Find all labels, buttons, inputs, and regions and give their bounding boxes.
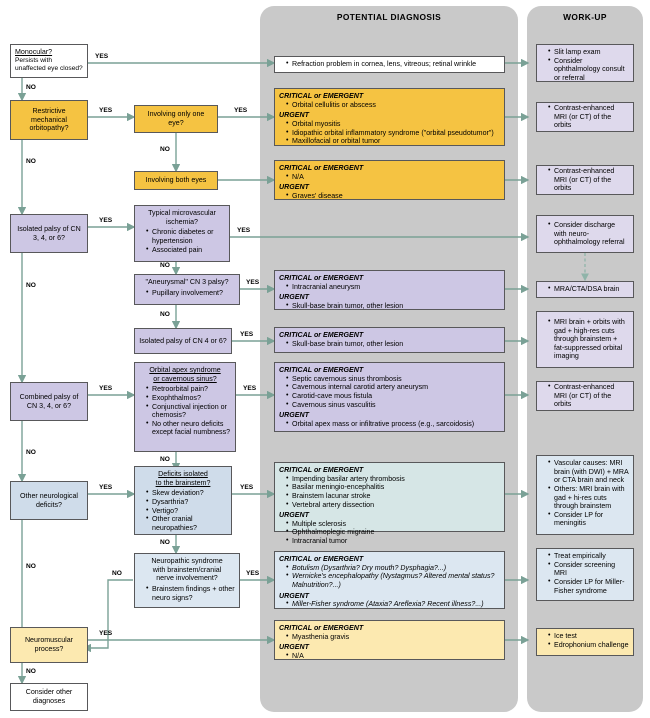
diagnosis-myasthenia: CRITICAL or EMERGENT • Myasthenia gravis URGENT • N/A — [274, 620, 505, 660]
label-yes-microvascular: YES — [237, 227, 251, 234]
workup-orbits-mri-2: • Contrast-enhanced MRI (or CT) of the orbits — [536, 165, 634, 195]
workup-mri-brain-orbits: • MRI brain + orbits with gad + high-res cuts through brainstem + fat-suppressed orbital imaging — [536, 311, 634, 368]
question-neuromuscular-process[interactable]: Neuromuscular process? — [10, 627, 88, 663]
workup-ice-test: • Ice test • Edrophonium challenge — [536, 628, 634, 656]
label-yes-neuropathic: YES — [246, 570, 260, 577]
diagnosis-orbital-one-eye: CRITICAL or EMERGENT • Orbital cellulitis or abscess URGENT • Orbital myositis • Idiopathic orbital inflammatory syndrome ("orbital pseudotumor") • Maxillofacial or orbital tumor — [274, 88, 505, 146]
label-yes-orbital-apex: YES — [243, 385, 257, 392]
neuropathic-items: • Brainstem findings + other neuro signs? — [139, 585, 235, 602]
workup-vascular: • Vascular causes: MRI brain (with DWI) + MRA or CTA brain and neck • Others: MRI brain with gad + hi-res cuts through brainstem • Consider LP for meningitis — [536, 455, 634, 535]
label-yes-brainstem: YES — [240, 484, 254, 491]
label-yes-neuromuscular: YES — [99, 630, 113, 637]
workup-treat-empirically: • Treat empirically • Consider screening MRI • Consider LP for Miller-Fisher syndrome — [536, 548, 634, 601]
question-aneurysmal-cn3[interactable]: "Aneurysmal" CN 3 palsy? • Pupillary involvement? — [134, 274, 240, 305]
label-no-isolated346: NO — [26, 282, 36, 289]
question-microvascular-ischemia[interactable]: Typical microvascular ischemia? • Chronic diabetes or hypertension • Associated pain — [134, 205, 230, 262]
label-yes-isolated346: YES — [99, 217, 113, 224]
label-no-orbital-apex: NO — [160, 456, 170, 463]
workup-title: WORK-UP — [563, 12, 607, 22]
diagnosis-refraction: • Refraction problem in cornea, lens, vitreous; retinal wrinkle — [274, 56, 505, 73]
label-no-other-neuro: NO — [26, 563, 36, 570]
label-yes-one-eye: YES — [234, 107, 248, 114]
question-restrictive-orbitopathy[interactable]: Restrictive mechanical orbitopathy? — [10, 100, 88, 140]
label-yes-other-neuro: YES — [99, 484, 113, 491]
diagnosis-isolated46: CRITICAL or EMERGENT • Skull-base brain tumor, other lesion — [274, 327, 505, 353]
question-involving-both-eyes[interactable]: Involving both eyes — [134, 171, 218, 190]
orbital-apex-items: • Retroorbital pain? • Exophthalmos? • Conjunctival injection or chemosis? • No other neuro deficits except facial numbness? — [139, 385, 231, 437]
microvascular-items: • Chronic diabetes or hypertension • Associated pain — [139, 228, 225, 254]
label-no-combined: NO — [26, 449, 36, 456]
question-monocular[interactable]: Monocular? Persists with unaffected eye closed? — [10, 44, 88, 78]
question-deficits-isolated-brainstem[interactable]: Deficits isolated to the brainstem? • Skew deviation? • Dysarthria? • Vertigo? • Other cranial neuropathies? — [134, 466, 232, 535]
workup-consider-discharge: • Consider discharge with neuro-ophthalmology referral — [536, 215, 634, 253]
label-no-brainstem: NO — [160, 539, 170, 546]
question-orbital-apex-cavernous[interactable]: Orbital apex syndrome or cavernous sinus? • Retroorbital pain? • Exophthalmos? • Conjunctival injection or chemosis? • No other neuro deficits except facial numbness? — [134, 362, 236, 452]
diagnosis-orbital-both-eyes: CRITICAL or EMERGENT • N/A URGENT • Graves' disease — [274, 160, 505, 200]
label-no-neuromuscular: NO — [26, 668, 36, 675]
question-consider-other-diagnoses[interactable]: Consider other diagnoses — [10, 683, 88, 711]
diagnosis-brainstem: CRITICAL or EMERGENT • Impending basilar artery thrombosis • Basilar meningio-encephalitis • Brainstem lacunar stroke • Vertebral artery dissection URGENT • Multiple sclerosis • Ophthalmoplegic migraine • Intracranial tumor — [274, 462, 505, 532]
label-no-restrictive: NO — [26, 158, 36, 165]
brainstem-items: • Skew deviation? • Dysarthria? • Vertigo? • Other cranial neuropathies? — [139, 489, 227, 532]
aneurysmal-items: • Pupillary involvement? — [139, 289, 235, 298]
question-neuropathic-syndrome[interactable]: Neuropathic syndrome with brainstem/cranial nerve involvement? • Brainstem findings + other neuro signs? — [134, 553, 240, 608]
workup-contrast-mri-3: • Contrast-enhanced MRI (or CT) of the orbits — [536, 381, 634, 411]
question-involving-one-eye[interactable]: Involving only one eye? — [134, 105, 218, 133]
workup-slit-lamp: • Slit lamp exam • Consider ophthalmology consult or referral — [536, 44, 634, 82]
label-yes-monocular: YES — [95, 53, 109, 60]
label-yes-combined: YES — [99, 385, 113, 392]
label-no-aneurysmal: NO — [160, 311, 170, 318]
label-yes-isolated46: YES — [240, 331, 254, 338]
label-yes-restrictive: YES — [99, 107, 113, 114]
label-yes-aneurysmal: YES — [246, 279, 260, 286]
diagnosis-aneurysm: CRITICAL or EMERGENT • Intracranial aneurysm URGENT • Skull-base brain tumor, other lesion — [274, 270, 505, 310]
diagnosis-cavernous-sinus: CRITICAL or EMERGENT • Septic cavernous sinus thrombosis • Cavernous internal carotid artery aneurysm • Carotid-cave mous fistula • Cavernous sinus vasculitis URGENT • Orbital apex mass or infiltrative process (e.g., sarcoidosis) — [274, 362, 505, 432]
label-no-microvascular: NO — [160, 262, 170, 269]
label-no-monocular: NO — [26, 84, 36, 91]
question-other-neurological-deficits[interactable]: Other neurological deficits? — [10, 481, 88, 520]
label-no-one-eye: NO — [160, 146, 170, 153]
potential-diagnosis-title: POTENTIAL DIAGNOSIS — [336, 12, 442, 22]
label-no-neuropathic: NO — [112, 570, 122, 577]
workup-orbits-mri-1: • Contrast-enhanced MRI (or CT) of the orbits — [536, 102, 634, 132]
question-isolated-palsy-346[interactable]: Isolated palsy of CN 3, 4, or 6? — [10, 214, 88, 253]
workup-mra-cta-dsa: • MRA/CTA/DSA brain — [536, 281, 634, 298]
question-combined-palsy[interactable]: Combined palsy of CN 3, 4, or 6? — [10, 382, 88, 421]
question-isolated-palsy-46[interactable]: Isolated palsy of CN 4 or 6? — [134, 328, 232, 354]
diagnosis-neuropathic: CRITICAL or EMERGENT • Botulism (Dysarthria? Dry mouth? Dysphagia?...) • Wernicke's encephalopathy (Nystagmus? Altered mental status? Malnutrition?...) URGENT • Miller-Fisher syndrome (Ataxia? Areflexia? Recent illness?...) — [274, 551, 505, 609]
